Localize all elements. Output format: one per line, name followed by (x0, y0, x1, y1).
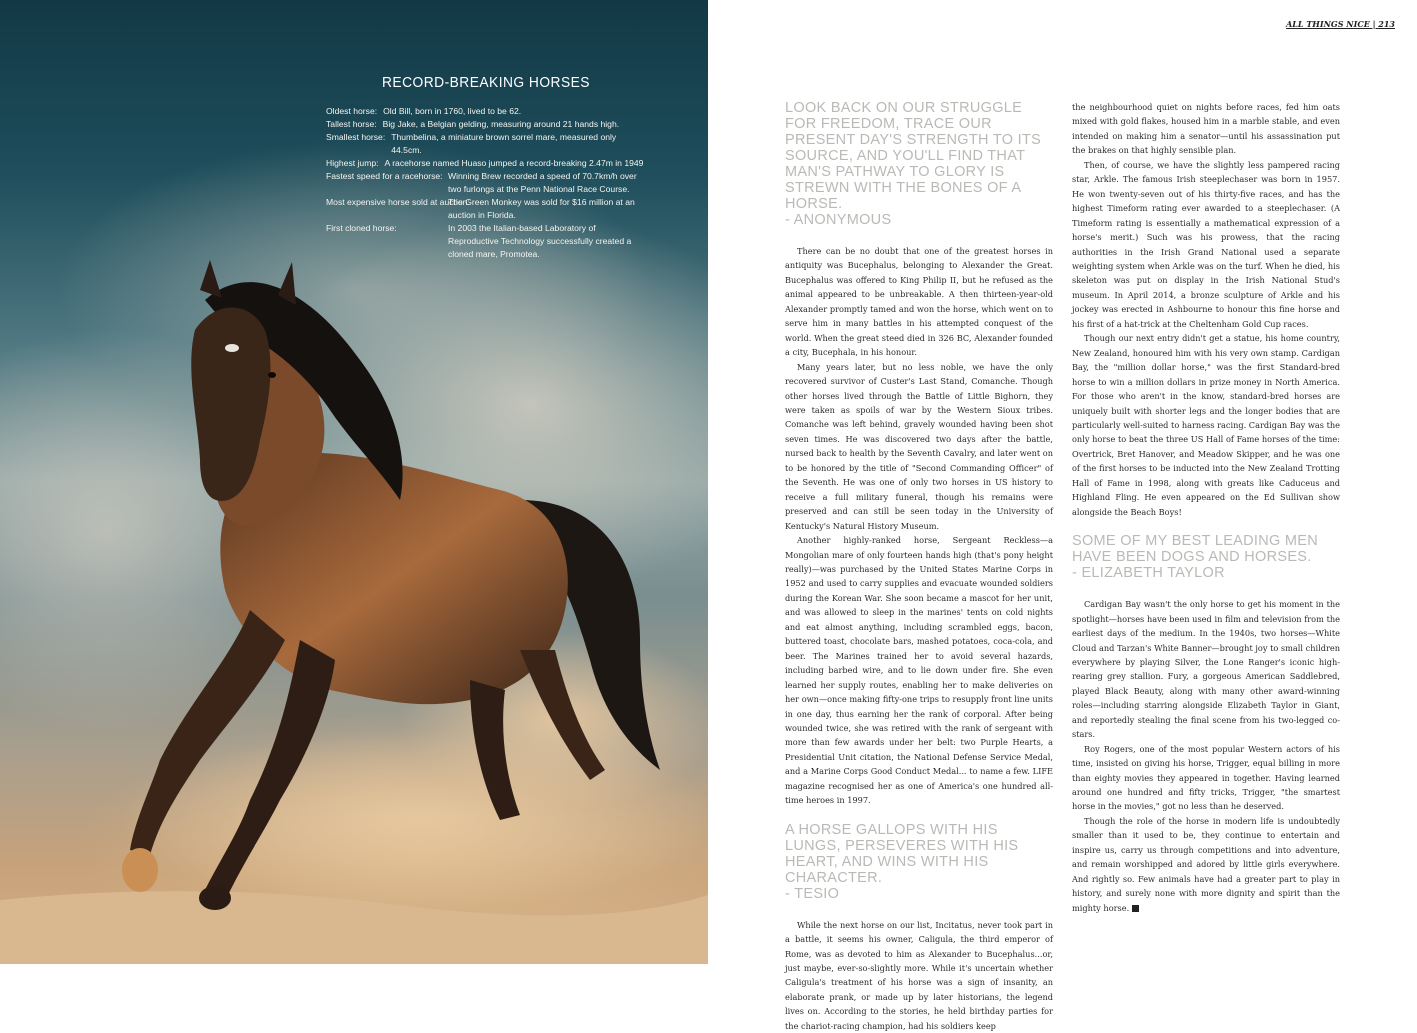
pull-quote (1072, 533, 1340, 581)
fact-label: Smallest horse: (326, 132, 386, 142)
quote-attribution: - TESIO (785, 885, 840, 902)
body-paragraph: While the next horse on our list, Incitatus, never took part in a battle, it seems his owner, Caligula, the third emperor of Rome, was as devoted to him as Alexander to Bucephalus...or, just maybe, ever-so-slightly more. While it's uncertain whether Caligula's treatment of his horse was a sign of insanity, an elaborate prank, or made up by later historians, the legend lives on. According to the stories, he held birthday parties for the chariot-racing champion, had his soldiers keep (785, 919, 1053, 1031)
quote-text: A HORSE GALLOPS WITH HIS LUNGS, PERSEVERES WITH HIS HEART, AND WINS WITH HIS CHARACTER. (785, 821, 1019, 886)
fact-label: First cloned horse: (326, 223, 397, 233)
body-paragraph-text: Though the role of the horse in modern life is undoubtedly smaller than it used to be, they continue to entertain and inspire us, carry us through competitions and into adventure, and remain worshipped and adored by little girls everywhere. And rightly so. Few animals have had a greater part to play in history, and surely none with more dignity and spirit than the mighty horse. (1072, 815, 1340, 913)
photo-page (0, 0, 708, 964)
fact-label: Highest jump: (326, 158, 379, 168)
article-page (708, 0, 1417, 1031)
fact-row (326, 222, 646, 261)
body-paragraph: Another highly-ranked horse, Sergeant Reckless—a Mongolian mare of only fourteen hands high (that's pony height really)—was purchased by the United States Marine Corps in 1952 and used to carry supplies and evacuate wounded soldiers during the Korean War. She soon became a mascot for her unit, and was allowed to sleep in the marines' tents on cold nights and eat almost anything, including scrambled eggs, bacon, buttered toast, chocolate bars, mashed potatoes, coca-cola, and beer. The Marines trained her to avoid several hazards, including barbed wire, and to lie down under fire. She even learned her supply routes, enabling her to make deliveries on her own—once making fifty-one trips to resupply front line units in one day, thus earning her the rank of corporal. After being wounded twice, she was retired with the rank of sergeant with more than few awards under her belt: two Purple Hearts, a Presidential Unit citation, the National Defense Service Medal, and a Marine Corps Good Conduct Medal... to name a few. LIFE magazine recognised her as one of America's one hundred all-time heroes in 1997. (785, 535, 1053, 806)
article-column-left (785, 100, 1053, 1033)
running-head: ALL THINGS NICE | 213 (1286, 19, 1395, 29)
body-paragraph: Roy Rogers, one of the most popular Western actors of his time, insisted on giving his horse, Trigger, equal billing in more than eighty movies they appeared in together. Having learned around one hundred and fifty tricks, Trigger, "the smartest horse in the movies," got no less than he deserved. (1072, 743, 1340, 812)
fact-value: Winning Brew recorded a speed of 70.7km/h over two furlongs at the Penn National Race Course. (448, 171, 637, 194)
quote-attribution: - ELIZABETH TAYLOR (1072, 565, 1225, 582)
fact-label: Fastest speed for a racehorse: (326, 171, 443, 181)
sidebar-title: RECORD-BREAKING HORSES (382, 74, 590, 91)
fact-row (326, 131, 646, 157)
fact-value: Thumbelina, a miniature brown sorrel mare, measured only 44.5cm. (391, 132, 617, 155)
fact-label: Tallest horse: (326, 119, 377, 129)
body-paragraph: Cardigan Bay wasn't the only horse to get his moment in the spotlight—horses have been used in film and television from the earliest days of the medium. In the 1940s, two horses—White Cloud and Tarzan's White Banner—brought joy to small children everywhere by playing Silver, the Lone Ranger's iconic high-rearing grey stallion. Fury, a gorgeous American Saddlebred, played Black Beauty, along with many other award-winning roles—including starring alongside Elizabeth Taylor in Giant, and reportedly stealing the final scene from his two-legged co-stars. (1072, 599, 1340, 740)
body-paragraph: Many years later, but no less noble, we have the only recovered survivor of Custer's Last Stand, Comanche. Though other horses lived through the Battle of Little Bighorn, they were taken as spoils of war by the Western Sioux tribes. Comanche was left behind, gravely wounded having been shot seven times. He was discovered two days after the battle, nursed back to health by the Seventh Cavalry, and later went on to be honored by the title of "Second Commanding Officer" of the Seventh. He was one of only two horses in US history to receive a full military funeral, though his remains were preserved and can still be seen today in the University of Kentucky's Natural History Museum. (785, 361, 1053, 531)
fact-label: Oldest horse: (326, 106, 378, 116)
body-paragraph: Though our next entry didn't get a statue, his home country, New Zealand, honoured him with his very own stamp. Cardigan Bay, the "million dollar horse," was the first Standard-bred horse to win a million dollars in prize money in North America. For those who aren't in the know, standard-bred horses are uniquely built with shorter legs and the longer bodies that are particularly well-suited to harness racing. Cardigan Bay was the only horse to beat the three US Hall of Fame horses of the time: Overtrick, Bret Hanover, and Meadow Skipper, and he was one of the first horses to be inducted into the New Zealand Trotting Hall of Fame in 1998, along with greats like Caduceus and Highland Fling. He even appeared on the Ed Sullivan show alongside the Beach Boys! (1072, 333, 1340, 517)
fact-row (326, 196, 646, 222)
end-of-article-icon (1132, 905, 1139, 912)
quote-attribution: - ANONYMOUS (785, 212, 892, 228)
pull-quote (785, 100, 1053, 228)
body-paragraph: the neighbourhood quiet on nights before races, fed him oats mixed with gold flakes, housed him in a marble stable, and even intended on making him a senator—until his assassination put the brakes on that highly sensible plan. (1072, 102, 1340, 156)
fact-value: The Green Monkey was sold for $16 million at an auction in Florida. (448, 197, 635, 220)
fact-value: Old Bill, born in 1760, lived to be 62. (383, 106, 522, 116)
body-paragraph (1072, 814, 1340, 915)
quote-text: LOOK BACK ON OUR STRUGGLE FOR FREEDOM, TRACE OUR PRESENT DAY'S STRENGTH TO ITS SOURCE, AND YOU'LL FIND THAT MAN'S PATHWAY TO GLORY IS STREWN WITH THE BONES OF A HORSE. (785, 100, 1042, 212)
fact-value: In 2003 the Italian-based Laboratory of Reproductive Technology successfully created a cloned mare, Promotea. (448, 223, 632, 259)
fact-row (326, 118, 646, 131)
fact-label: Most expensive horse sold at auction: (326, 197, 470, 207)
record-breaking-sidebar (326, 74, 646, 261)
quote-text: SOME OF MY BEST LEADING MEN HAVE BEEN DOGS AND HORSES. (1072, 533, 1319, 566)
fact-value: Big Jake, a Belgian gelding, measuring around 21 hands high. (382, 119, 620, 129)
fact-value: A racehorse named Huaso jumped a record-breaking 2.47m in 1949 (384, 158, 644, 168)
article-column-right (1072, 100, 1340, 915)
fact-row (326, 105, 646, 118)
body-paragraph: There can be no doubt that one of the greatest horses in antiquity was Bucephalus, belonging to Alexander the Great. Bucephalus was offered to King Philip II, but he refused as the animal appeared to be unbreakable. A then thirteen-year-old Alexander promptly tamed and won the horse, which went on to serve him in many battles in his attempted conquest of the world. When the great steed died in 326 BC, Alexander founded a city, Bucephala, in his honour. (785, 246, 1053, 358)
pull-quote (785, 822, 1053, 902)
body-paragraph: Then, of course, we have the slightly less pampered racing star, Arkle. The famous Irish steeplechaser was born in 1957. He won twenty-seven out of his thirty-five races, and has the highest Timeform rating ever awarded to a steeplechaser. (A Timeform rating is essentially a mathematical expression of a horse's merit.) Such was his prowess, that the racing authorities in the Irish Grand National used a separate weighting system when Arkle was on the turf. When he died, his skeleton was put on display in the Irish National Stud's museum. In April 2014, a bronze sculpture of Arkle and his jockey was erected in Ashbourne to honour this fine horse and his first of a hat-trick at the Cheltenham Gold Cup races. (1072, 159, 1340, 329)
fact-row (326, 157, 646, 170)
facts-list (326, 105, 646, 261)
fact-row (326, 170, 646, 196)
